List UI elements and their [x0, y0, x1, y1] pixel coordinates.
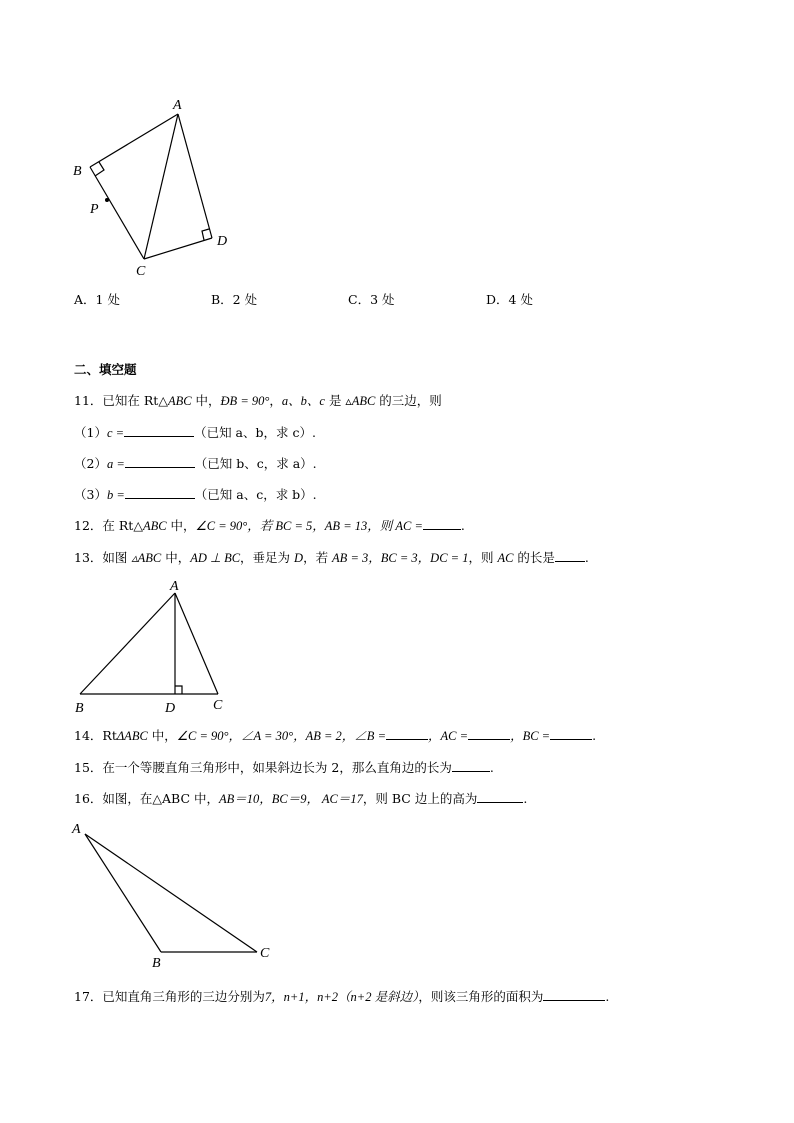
option-c[interactable]: C．3 处	[348, 292, 395, 307]
answer-blank-15[interactable]	[452, 759, 490, 772]
segment-ad	[178, 114, 212, 238]
segment-ac	[144, 114, 178, 259]
segment-ab	[80, 593, 175, 694]
answer-blank-11-2[interactable]	[125, 455, 195, 468]
label-p: P	[90, 202, 99, 217]
segment-ab	[90, 114, 178, 167]
question-15: 15．在一个等腰直角三角形中，如果斜边长为 2，那么直角边的长为 .	[74, 760, 494, 775]
question-11-sub-3: （3）b = （已知 a、c，求 b）.	[74, 487, 317, 502]
label-b: B	[152, 956, 161, 971]
label-b: B	[75, 701, 84, 716]
answer-blank-11-3[interactable]	[125, 486, 195, 499]
label-a: A	[170, 579, 179, 594]
right-angle-mark-d	[175, 686, 182, 694]
question-11-sub-2: （2）a = （已知 b、c，求 a）.	[74, 456, 317, 471]
answer-blank-17[interactable]	[543, 988, 605, 1001]
label-c: C	[260, 946, 270, 961]
label-d: D	[165, 701, 176, 716]
answer-blank-14-bc[interactable]	[550, 727, 592, 740]
option-d[interactable]: D．4 处	[486, 292, 533, 307]
answer-blank-12[interactable]	[423, 517, 461, 530]
section-title: 二、填空题	[74, 362, 137, 377]
figure-quadrilateral-abcd	[60, 90, 250, 285]
label-a: A	[72, 822, 81, 837]
answer-blank-16[interactable]	[477, 790, 523, 803]
answer-blank-13[interactable]	[555, 549, 585, 562]
right-angle-mark-d	[202, 229, 209, 240]
question-14: 14．RtΔABC 中，∠C = 90°，∠A = 30°，AB = 2，∠B = ，AC = ，BC = .	[74, 728, 597, 743]
right-angle-mark-b	[95, 162, 104, 176]
question-16: 16．如图，在△ABC 中，AB＝10，BC＝9， AC＝17，则 BC 边上的高为 .	[74, 791, 528, 806]
label-a: A	[173, 98, 182, 113]
label-d: D	[217, 234, 228, 249]
answer-blank-14-b[interactable]	[386, 727, 428, 740]
figure-obtuse-triangle	[65, 815, 285, 975]
segment-ab	[85, 834, 161, 952]
question-12: 12．在 Rt△ABC 中，∠C = 90°，若 BC = 5，AB = 13，则 AC = .	[74, 518, 465, 533]
option-b[interactable]: B．2 处	[211, 292, 258, 307]
segment-ac	[85, 834, 257, 952]
segment-cd	[144, 238, 212, 259]
label-c: C	[213, 698, 223, 713]
figure-triangle-altitude	[70, 575, 240, 720]
point-p	[105, 198, 109, 202]
question-17: 17．已知直角三角形的三边分别为7，n+1，n+2（n+2 是斜边），则该三角形的面积为 .	[74, 989, 610, 1004]
question-11-sub-1: （1）c = （已知 a、b，求 c）.	[74, 425, 316, 440]
option-a[interactable]: A．1 处	[74, 292, 120, 307]
label-c: C	[136, 264, 146, 279]
answer-blank-11-1[interactable]	[124, 424, 194, 437]
label-b: B	[73, 164, 82, 179]
answer-blank-14-ac[interactable]	[468, 727, 510, 740]
question-11-stem: 11．已知在 Rt△ABC 中，ÐB = 90°，a、b、c 是 ▵ABC 的三边，则	[74, 393, 442, 408]
question-13: 13．如图 ▵ABC 中，AD ⊥ BC，垂足为 D，若 AB = 3，BC = 3，DC = 1，则 AC 的长是 .	[74, 550, 589, 565]
segment-ac	[175, 593, 218, 694]
